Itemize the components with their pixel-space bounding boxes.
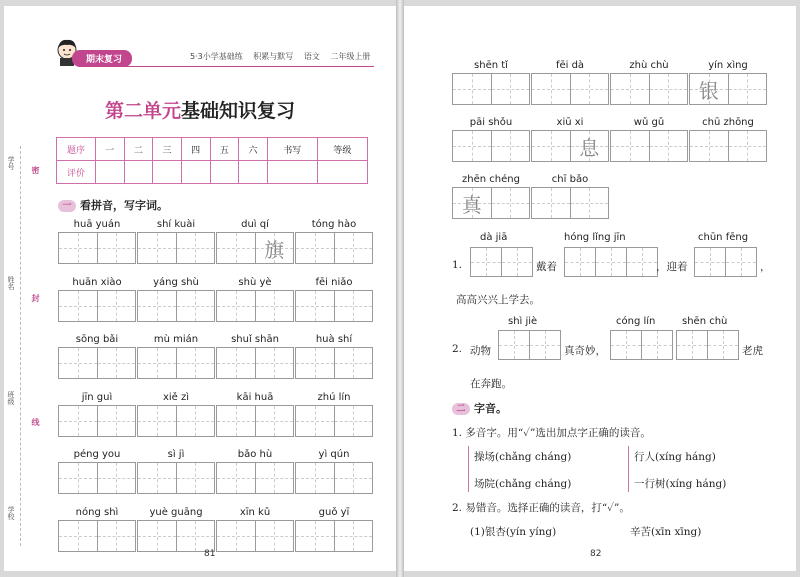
word-cell — [216, 333, 294, 379]
character-box[interactable] — [177, 232, 216, 264]
word-pinyin: sì jì — [167, 449, 185, 460]
character-box[interactable] — [256, 232, 295, 264]
s2-q2-item-2[interactable]: 辛苦(xīn xīng) — [630, 526, 702, 538]
series-subject: 语文 — [303, 52, 320, 61]
writing-boxes — [689, 73, 767, 105]
character-box[interactable] — [216, 347, 256, 379]
character-box[interactable] — [137, 232, 177, 264]
word-pinyin: fēi dà — [555, 60, 585, 71]
character-box[interactable] — [571, 130, 610, 162]
writing-boxes — [531, 130, 609, 162]
word-pinyin: chī bǎo — [551, 174, 589, 185]
word-cell — [452, 59, 530, 105]
review-badge: 期末复习 — [72, 50, 132, 67]
score-eval-cell[interactable] — [153, 161, 182, 184]
word-pinyin: shuǐ shān — [231, 334, 279, 345]
word-pinyin: tóng hào — [311, 219, 357, 230]
character-box[interactable] — [256, 462, 295, 494]
writing-boxes — [689, 130, 767, 162]
margin-label-school: 学校 — [7, 506, 15, 520]
word-cell — [295, 276, 373, 322]
prefilled-character: 旗 — [264, 237, 285, 262]
word-cell — [58, 391, 136, 437]
character-box[interactable] — [216, 405, 256, 437]
writing-boxes — [295, 462, 373, 494]
section-1-text: 看拼音，写字词。 — [80, 199, 168, 212]
s2-q1-item-3[interactable]: 场院(chǎng cháng) — [474, 478, 572, 490]
score-header-cell: 一 — [96, 138, 125, 161]
word-cell — [137, 218, 215, 264]
writing-boxes — [137, 462, 215, 494]
character-box[interactable] — [571, 187, 610, 219]
character-box[interactable] — [216, 232, 256, 264]
character-box[interactable] — [137, 290, 177, 322]
word-pinyin: yì qún — [318, 449, 350, 460]
word-cell — [295, 391, 373, 437]
cut-line — [20, 146, 21, 546]
writing-boxes — [216, 232, 294, 264]
q1-pinyin-3: chūn fēng — [698, 232, 749, 243]
word-cell — [137, 333, 215, 379]
s2-q1-item-4[interactable]: 一行树(xíng háng) — [634, 478, 727, 490]
writing-boxes — [452, 130, 530, 162]
character-box[interactable] — [58, 232, 98, 264]
word-cell — [216, 276, 294, 322]
character-box[interactable] — [137, 405, 177, 437]
character-box[interactable] — [335, 405, 374, 437]
character-box[interactable] — [58, 520, 98, 552]
q2-pinyin-1: shì jiè — [508, 316, 538, 327]
word-cell — [689, 116, 767, 162]
word-cell — [295, 218, 373, 264]
page-title — [4, 96, 396, 123]
word-cell — [58, 506, 136, 552]
character-box[interactable] — [335, 462, 374, 494]
character-box[interactable] — [650, 130, 689, 162]
prefilled-character: 息 — [579, 135, 600, 160]
word-cell — [689, 59, 767, 105]
s2-q2-instruction: 2. 易错音。选择正确的读音，打“✓”。 — [452, 502, 630, 514]
writing-boxes — [58, 347, 136, 379]
series-info — [190, 51, 378, 62]
word-pinyin: xiě zì — [162, 391, 190, 403]
word-pinyin: yáng shù — [153, 276, 199, 288]
word-cell — [610, 116, 688, 162]
writing-boxes — [610, 73, 688, 105]
q1-box-3[interactable] — [694, 247, 757, 277]
book-spine — [396, 0, 404, 577]
q1-box-1[interactable] — [470, 247, 533, 277]
q1-text-2: ，迎着 — [656, 261, 688, 273]
character-box[interactable] — [335, 347, 374, 379]
character-box[interactable] — [137, 347, 177, 379]
series-name: 5·3小学基础练 — [190, 52, 243, 61]
series-book: 积累与默写 — [253, 52, 294, 61]
writing-boxes — [137, 290, 215, 322]
word-cell — [216, 506, 294, 552]
word-pinyin: xiū xi — [556, 117, 584, 128]
writing-boxes — [137, 232, 215, 264]
word-cell — [137, 391, 215, 437]
writing-boxes — [58, 290, 136, 322]
character-box[interactable] — [335, 290, 374, 322]
character-box[interactable] — [689, 73, 729, 105]
character-box[interactable] — [531, 73, 571, 105]
character-box[interactable] — [295, 290, 335, 322]
prefilled-character: 银 — [698, 78, 719, 103]
section-1-title — [58, 197, 168, 213]
character-box[interactable] — [295, 232, 335, 264]
q1-box-2[interactable] — [564, 247, 658, 277]
score-eval-cell[interactable] — [267, 161, 317, 184]
margin-label-name: 姓名 — [7, 276, 15, 290]
margin-seal-2: 封 — [31, 294, 40, 302]
character-box[interactable] — [531, 130, 571, 162]
left-page — [4, 6, 396, 571]
character-box[interactable] — [177, 290, 216, 322]
writing-boxes — [137, 347, 215, 379]
word-cell — [58, 448, 136, 494]
word-pinyin: fēi niǎo — [315, 276, 353, 288]
q2-pinyin-2: cóng lín — [616, 316, 656, 327]
character-box[interactable] — [98, 462, 137, 494]
score-table — [56, 137, 368, 184]
margin-label-class: 班级 — [7, 391, 15, 405]
character-box[interactable] — [531, 187, 571, 219]
margin-seal-1: 密 — [31, 166, 40, 174]
writing-boxes — [295, 232, 373, 264]
character-box[interactable] — [452, 187, 492, 219]
word-pinyin: nóng shì — [75, 506, 119, 518]
character-box[interactable] — [256, 520, 295, 552]
writing-boxes — [58, 520, 136, 552]
page-header — [54, 44, 374, 66]
word-pinyin: yín xìng — [708, 60, 748, 71]
section-2-title — [452, 400, 507, 416]
character-box[interactable] — [256, 347, 295, 379]
word-pinyin: yuè guāng — [149, 506, 203, 518]
character-box[interactable] — [216, 520, 256, 552]
character-box[interactable] — [650, 73, 689, 105]
q2-text-2: 老虎 — [742, 345, 763, 357]
series-grade: 二年级上册 — [330, 52, 371, 61]
word-cell — [295, 333, 373, 379]
word-pinyin: duì qí — [241, 219, 269, 230]
page-number-right: 82 — [590, 549, 602, 559]
writing-boxes — [295, 405, 373, 437]
margin-seal-3: 线 — [31, 418, 40, 426]
score-header-cell: 五 — [210, 138, 239, 161]
writing-boxes — [58, 462, 136, 494]
word-cell — [531, 59, 609, 105]
word-cell — [58, 218, 136, 264]
writing-boxes — [452, 187, 530, 219]
character-box[interactable] — [137, 462, 177, 494]
character-box[interactable] — [58, 462, 98, 494]
character-box[interactable] — [729, 73, 768, 105]
word-cell — [295, 448, 373, 494]
q2-box-3[interactable] — [676, 330, 739, 360]
word-pinyin: chū zhōng — [702, 117, 754, 128]
character-box[interactable] — [492, 73, 531, 105]
writing-boxes — [531, 187, 609, 219]
q1-number: 1. — [452, 259, 463, 271]
q2-box-1[interactable] — [498, 330, 561, 360]
character-box[interactable] — [295, 520, 335, 552]
character-box[interactable] — [98, 232, 137, 264]
writing-boxes — [295, 290, 373, 322]
score-table-eval-row — [57, 161, 368, 184]
q2-text-0: 动物 — [470, 345, 491, 357]
word-cell — [137, 506, 215, 552]
writing-boxes — [610, 130, 688, 162]
writing-boxes — [137, 520, 215, 552]
word-cell — [216, 391, 294, 437]
q2-number: 2. — [452, 343, 463, 355]
q1-pinyin-2: hóng lǐng jīn — [564, 232, 626, 243]
character-box[interactable] — [98, 347, 137, 379]
section-1-number: 一 — [58, 200, 76, 212]
character-box[interactable] — [98, 520, 137, 552]
word-cell — [452, 116, 530, 162]
margin-label-student-id: 学号 — [7, 156, 15, 170]
character-box[interactable] — [58, 347, 98, 379]
s2-q1-item-1[interactable]: 操场(chǎng cháng) — [474, 451, 572, 463]
word-pinyin: pāi shǒu — [469, 117, 513, 128]
character-box[interactable] — [216, 290, 256, 322]
character-box[interactable] — [58, 405, 98, 437]
word-cell — [216, 218, 294, 264]
word-pinyin: zhēn chéng — [462, 174, 520, 185]
word-cell — [216, 448, 294, 494]
s2-bracket-right — [628, 446, 633, 492]
score-table-header-row — [57, 138, 368, 161]
score-header-cell: 等级 — [317, 138, 367, 161]
word-pinyin: huā yuán — [73, 219, 121, 230]
writing-boxes — [137, 405, 215, 437]
word-pinyin: shēn tǐ — [474, 60, 508, 71]
score-eval-cell[interactable] — [96, 161, 125, 184]
word-pinyin: péng you — [73, 449, 121, 460]
word-cell — [137, 448, 215, 494]
q2-pinyin-3: shēn chù — [682, 316, 728, 327]
word-cell — [58, 276, 136, 322]
writing-boxes — [295, 520, 373, 552]
word-pinyin: huà shí — [315, 334, 353, 345]
title-topic: 基础知识复习 — [181, 100, 296, 122]
writing-boxes — [216, 405, 294, 437]
word-pinyin: jīn guì — [81, 391, 113, 403]
section-2-number: 二 — [452, 403, 470, 415]
character-box[interactable] — [98, 405, 137, 437]
score-header-cell: 三 — [153, 138, 182, 161]
character-box[interactable] — [295, 405, 335, 437]
word-pinyin: huān xiào — [72, 276, 122, 288]
word-pinyin: shù yè — [238, 276, 272, 288]
character-box[interactable] — [335, 232, 374, 264]
s2-q1-item-2[interactable]: 行人(xíng háng) — [634, 451, 716, 463]
score-header-cell: 二 — [124, 138, 153, 161]
word-cell — [610, 59, 688, 105]
s2-q2-item-1[interactable]: (1)银杏(yín yíng) — [470, 526, 557, 538]
right-page — [404, 6, 796, 571]
q2-box-2[interactable] — [610, 330, 673, 360]
word-pinyin: sōng bǎi — [75, 334, 119, 345]
score-eval-label: 评价 — [57, 161, 96, 184]
character-box[interactable] — [295, 347, 335, 379]
character-box[interactable] — [492, 187, 531, 219]
word-cell — [452, 173, 530, 219]
page-number-left: 81 — [204, 549, 216, 559]
character-box[interactable] — [98, 290, 137, 322]
character-box[interactable] — [137, 520, 177, 552]
score-eval-cell[interactable] — [317, 161, 367, 184]
word-pinyin: wǔ gǔ — [633, 117, 665, 128]
score-header-cell: 书写 — [267, 138, 317, 161]
q1-pinyin-1: dà jiā — [480, 232, 508, 243]
character-box[interactable] — [177, 405, 216, 437]
word-cell — [137, 276, 215, 322]
writing-boxes — [216, 520, 294, 552]
character-box[interactable] — [177, 520, 216, 552]
character-box[interactable] — [452, 73, 492, 105]
character-box[interactable] — [610, 130, 650, 162]
writing-boxes — [452, 73, 530, 105]
q1-text-4: 高高兴兴上学去。 — [456, 294, 540, 306]
score-header-cell: 题序 — [57, 138, 96, 161]
s2-q1-instruction: 1. 多音字。用“✓”选出加点字正确的读音。 — [452, 427, 651, 439]
score-header-cell: 六 — [239, 138, 268, 161]
character-box[interactable] — [256, 405, 295, 437]
word-cell — [531, 116, 609, 162]
score-header-cell: 四 — [181, 138, 210, 161]
s2-bracket-left — [468, 446, 473, 492]
character-box[interactable] — [689, 130, 729, 162]
writing-boxes — [216, 347, 294, 379]
binding-margin — [4, 6, 44, 571]
word-cell — [295, 506, 373, 552]
score-eval-cell[interactable] — [239, 161, 268, 184]
score-eval-cell[interactable] — [210, 161, 239, 184]
score-eval-cell[interactable] — [124, 161, 153, 184]
q2-text-3: 在奔跑。 — [470, 378, 512, 390]
q1-text-3: ， — [760, 261, 771, 273]
header-rule — [114, 66, 374, 67]
word-cell — [531, 173, 609, 219]
character-box[interactable] — [177, 462, 216, 494]
word-pinyin: guǒ yī — [318, 506, 350, 518]
writing-boxes — [531, 73, 609, 105]
character-box[interactable] — [216, 462, 256, 494]
writing-boxes — [216, 462, 294, 494]
word-cell — [58, 333, 136, 379]
q2-text-1: 真奇妙， — [564, 345, 606, 357]
prefilled-character: 真 — [461, 192, 482, 217]
character-box[interactable] — [335, 520, 374, 552]
character-box[interactable] — [729, 130, 768, 162]
character-box[interactable] — [492, 130, 531, 162]
q1-text-1: 戴着 — [536, 261, 557, 273]
character-box[interactable] — [177, 347, 216, 379]
word-pinyin: bǎo hù — [237, 449, 273, 460]
word-pinyin: shí kuài — [156, 219, 196, 230]
word-pinyin: kāi huā — [236, 391, 274, 403]
writing-boxes — [295, 347, 373, 379]
writing-boxes — [58, 405, 136, 437]
score-eval-cell[interactable] — [181, 161, 210, 184]
writing-boxes — [58, 232, 136, 264]
section-2-text: 字音。 — [474, 402, 507, 415]
word-pinyin: xīn kǔ — [239, 506, 271, 518]
title-unit: 第二单元 — [104, 100, 181, 122]
word-pinyin: zhú lín — [317, 391, 351, 403]
character-box[interactable] — [58, 290, 98, 322]
word-pinyin: mù mián — [153, 334, 199, 345]
character-box[interactable] — [452, 130, 492, 162]
writing-boxes — [216, 290, 294, 322]
character-box[interactable] — [571, 73, 610, 105]
character-box[interactable] — [610, 73, 650, 105]
character-box[interactable] — [256, 290, 295, 322]
character-box[interactable] — [295, 462, 335, 494]
word-pinyin: zhù chù — [629, 60, 669, 71]
